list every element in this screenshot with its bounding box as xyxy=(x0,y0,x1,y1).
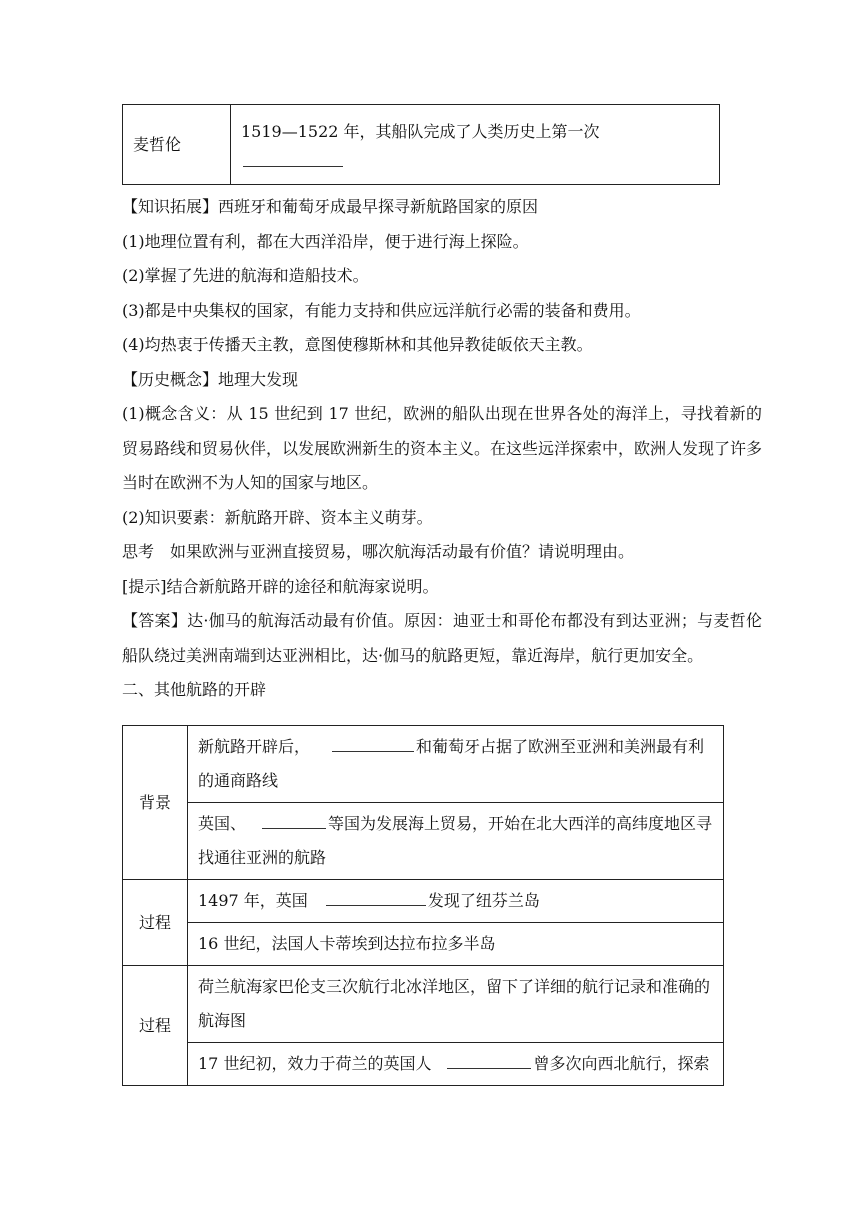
knowledge-expansion xyxy=(122,190,762,708)
cell-text: 1497 年，英国 xyxy=(198,891,308,910)
cell-text: 英国、 xyxy=(198,814,247,833)
cell-text: 和葡萄牙占据了欧洲至亚洲和美洲最有利的通商路线 xyxy=(198,737,705,790)
table-cell: 荷兰航海家巴伦支三次航行北冰洋地区，留下了详细的航行记录和准确的航海图 xyxy=(188,966,724,1043)
expansion-item: (2)掌握了先进的航海和造船技术。 xyxy=(122,266,369,285)
fill-blank xyxy=(326,888,426,906)
process-label: 过程 xyxy=(123,880,188,966)
think-answer: 【答案】达·伽马的航海活动最有价值。原因：迪亚士和哥伦布都没有到达亚洲；与麦哲伦船队绕过美洲南端到达亚洲相比，达·伽马的航路更短，靠近海岸，航行更加安全。 xyxy=(122,611,762,665)
expansion-item: (1)地理位置有利，都在大西洋沿岸，便于进行海上探险。 xyxy=(122,231,529,251)
section-title: 二、其他航路的开辟 xyxy=(122,680,267,699)
expansion-item: (3)都是中央集权的国家，有能力支持和供应远洋航行必需的装备和费用。 xyxy=(122,300,641,320)
fill-blank xyxy=(332,734,414,752)
fill-blank xyxy=(447,1051,531,1069)
cell-text: 17 世纪初，效力于荷兰的英国人 xyxy=(198,1054,432,1073)
description-text: 1519—1522 年，其船队完成了人类历史上第一次 xyxy=(241,122,600,141)
magellan-table xyxy=(122,104,720,185)
fill-blank xyxy=(243,149,343,167)
table-cell xyxy=(188,880,724,923)
table-cell xyxy=(188,726,724,803)
concept-item: (1)概念含义：从 15 世纪到 17 世纪，欧洲的船队出现在世界各处的海洋上，寻找着新的贸易路线和贸易伙伴，以发展欧洲新生的资本主义。在这些远洋探索中，欧洲人发现了许多当时在欧洲不为人知的国家与地区。 xyxy=(122,404,763,492)
background-label: 背景 xyxy=(123,726,188,880)
process-label: 过程 xyxy=(123,966,188,1086)
think-hint: [提示]结合新航路开辟的途径和航海家说明。 xyxy=(122,576,439,596)
navigator-name: 麦哲伦 xyxy=(123,105,231,184)
think-question: 思考 如果欧洲与亚洲直接贸易，哪次航海活动最有价值？请说明理由。 xyxy=(122,542,635,561)
fill-blank xyxy=(262,811,326,829)
table-cell xyxy=(188,803,724,880)
cell-text: 新航路开辟后， xyxy=(198,737,311,756)
other-routes-table xyxy=(122,725,724,1086)
table-cell xyxy=(188,1043,724,1086)
expansion-item: (4)均热衷于传播天主教，意图使穆斯林和其他异教徒皈依天主教。 xyxy=(122,335,593,354)
cell-text: 曾多次向西北航行，探索 xyxy=(533,1054,710,1073)
cell-text: 发现了纽芬兰岛 xyxy=(427,891,540,910)
concept-heading: 【历史概念】地理大发现 xyxy=(122,369,299,389)
table-cell: 16 世纪，法国人卡蒂埃到达拉布拉多半岛 xyxy=(188,923,724,966)
navigator-description xyxy=(231,105,719,184)
cell-text: 等国为发展海上贸易，开始在北大西洋的高纬度地区寻找通往亚洲的航路 xyxy=(198,814,713,867)
concept-item: (2)知识要素：新航路开辟、资本主义萌芽。 xyxy=(122,507,433,527)
expansion-heading: 【知识拓展】西班牙和葡萄牙成最早探寻新航路国家的原因 xyxy=(122,197,539,216)
